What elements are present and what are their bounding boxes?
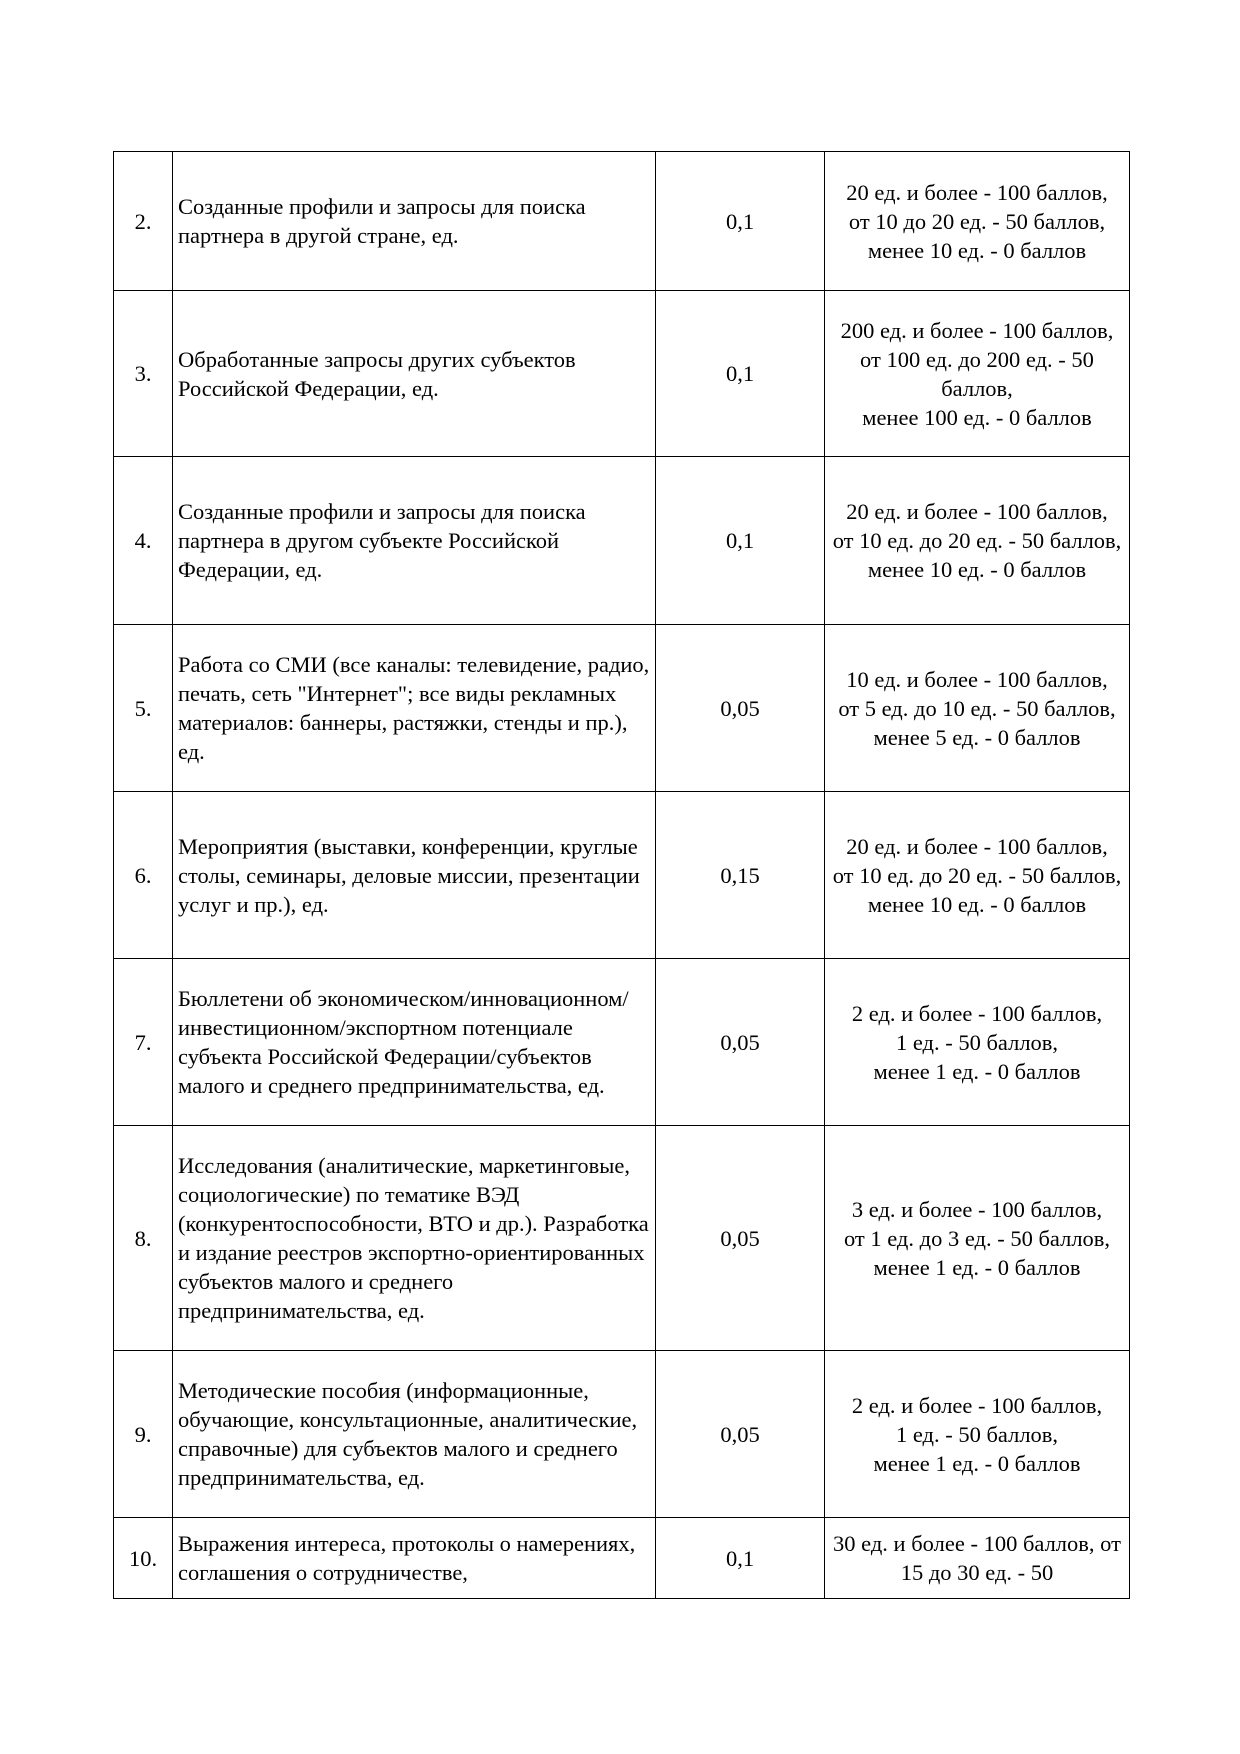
table-row bbox=[114, 291, 1130, 457]
scoring-criteria bbox=[825, 1126, 1130, 1351]
table-row bbox=[114, 1351, 1130, 1518]
criteria-line: 2 ед. и более - 100 баллов, bbox=[851, 1392, 1103, 1418]
indicator-description: Мероприятия (выставки, конференции, круглые столы, семинары, деловые миссии, презентации услуг и пр.), ед. bbox=[173, 792, 656, 959]
weight-value: 0,1 bbox=[656, 457, 825, 625]
weight-value: 0,1 bbox=[656, 291, 825, 457]
table-row bbox=[114, 959, 1130, 1126]
criteria-line: 30 ед. и более - 100 баллов, от 15 до 30 ед. - 50 bbox=[833, 1531, 1121, 1585]
criteria-line: менее 10 ед. - 0 баллов bbox=[867, 237, 1087, 263]
table-row bbox=[114, 152, 1130, 291]
criteria-line: от 1 ед. до 3 ед. - 50 баллов, bbox=[843, 1225, 1111, 1251]
indicator-description: Выражения интереса, протоколы о намерениях, соглашения о сотрудничестве, bbox=[173, 1518, 656, 1599]
scoring-criteria bbox=[825, 291, 1130, 457]
weight-value: 0,1 bbox=[656, 1518, 825, 1599]
scoring-criteria bbox=[825, 625, 1130, 792]
criteria-line: менее 1 ед. - 0 баллов bbox=[873, 1254, 1081, 1280]
weight-value: 0,05 bbox=[656, 1126, 825, 1351]
row-number: 9. bbox=[114, 1351, 173, 1518]
criteria-line: 1 ед. - 50 баллов, bbox=[895, 1029, 1059, 1055]
criteria-line: менее 1 ед. - 0 баллов bbox=[873, 1058, 1081, 1084]
criteria-line: менее 5 ед. - 0 баллов bbox=[873, 724, 1081, 750]
criteria-line: от 100 ед. до 200 ед. - 50 баллов, bbox=[860, 346, 1094, 401]
criteria-line: менее 10 ед. - 0 баллов bbox=[867, 891, 1087, 917]
criteria-line: 20 ед. и более - 100 баллов, bbox=[846, 833, 1108, 859]
criteria-line: от 10 ед. до 20 ед. - 50 баллов, bbox=[832, 862, 1122, 888]
indicator-description: Созданные профили и запросы для поиска партнера в другой стране, ед. bbox=[173, 152, 656, 291]
row-number: 8. bbox=[114, 1126, 173, 1351]
table-row bbox=[114, 1518, 1130, 1599]
criteria-line: 20 ед. и более - 100 баллов, bbox=[846, 179, 1108, 205]
indicator-description: Работа со СМИ (все каналы: телевидение, радио, печать, сеть "Интернет"; все виды рекламных материалов: баннеры, растяжки, стенды и пр.), ед. bbox=[173, 625, 656, 792]
criteria-line: менее 10 ед. - 0 баллов bbox=[867, 557, 1087, 582]
row-number: 6. bbox=[114, 792, 173, 959]
weight-value: 0,15 bbox=[656, 792, 825, 959]
weight-value: 0,05 bbox=[656, 625, 825, 792]
scoring-criteria bbox=[825, 457, 1130, 625]
scoring-criteria bbox=[825, 1518, 1130, 1599]
weight-value: 0,1 bbox=[656, 152, 825, 291]
row-number: 3. bbox=[114, 291, 173, 457]
criteria-line: от 10 до 20 ед. - 50 баллов, bbox=[848, 208, 1106, 234]
row-number: 4. bbox=[114, 457, 173, 625]
criteria-line: 20 ед. и более - 100 баллов, bbox=[846, 499, 1108, 524]
row-number: 7. bbox=[114, 959, 173, 1126]
criteria-table bbox=[113, 151, 1130, 1599]
table-row bbox=[114, 457, 1130, 625]
scoring-criteria bbox=[825, 792, 1130, 959]
indicator-description: Обработанные запросы других субъектов Российской Федерации, ед. bbox=[173, 291, 656, 457]
scoring-criteria bbox=[825, 152, 1130, 291]
table-row bbox=[114, 625, 1130, 792]
criteria-line: от 5 ед. до 10 ед. - 50 баллов, bbox=[838, 695, 1116, 721]
indicator-description: Методические пособия (информационные, обучающие, консультационные, аналитические, справочные) для субъектов малого и среднего предпринимательства, ед. bbox=[173, 1351, 656, 1518]
criteria-line: 3 ед. и более - 100 баллов, bbox=[851, 1196, 1103, 1222]
criteria-line: менее 1 ед. - 0 баллов bbox=[873, 1450, 1081, 1476]
criteria-line: 1 ед. - 50 баллов, bbox=[895, 1421, 1059, 1447]
indicator-description: Исследования (аналитические, маркетинговые, социологические) по тематике ВЭД (конкурентоспособности, ВТО и др.). Разработка и издание реестров экспортно-ориентированных субъектов малого и среднего предпринимательства, ед. bbox=[173, 1126, 656, 1351]
indicator-description: Созданные профили и запросы для поиска партнера в другом субъекте Российской Федерации, ед. bbox=[173, 457, 656, 625]
row-number: 2. bbox=[114, 152, 173, 291]
row-number: 5. bbox=[114, 625, 173, 792]
criteria-line: 200 ед. и более - 100 баллов, bbox=[840, 317, 1114, 343]
scoring-criteria bbox=[825, 959, 1130, 1126]
row-number: 10. bbox=[114, 1518, 173, 1599]
criteria-line: менее 100 ед. - 0 баллов bbox=[862, 404, 1092, 430]
criteria-line: 2 ед. и более - 100 баллов, bbox=[851, 1000, 1103, 1026]
weight-value: 0,05 bbox=[656, 959, 825, 1126]
table-row bbox=[114, 792, 1130, 959]
criteria-line: 10 ед. и более - 100 баллов, bbox=[846, 666, 1108, 692]
table-row bbox=[114, 1126, 1130, 1351]
scoring-criteria bbox=[825, 1351, 1130, 1518]
weight-value: 0,05 bbox=[656, 1351, 825, 1518]
indicator-description: Бюллетени об экономическом/инновационном/инвестиционном/экспортном потенциале субъекта Российской Федерации/субъектов малого и среднего предпринимательства, ед. bbox=[173, 959, 656, 1126]
criteria-line: от 10 ед. до 20 ед. - 50 баллов, bbox=[832, 528, 1122, 553]
